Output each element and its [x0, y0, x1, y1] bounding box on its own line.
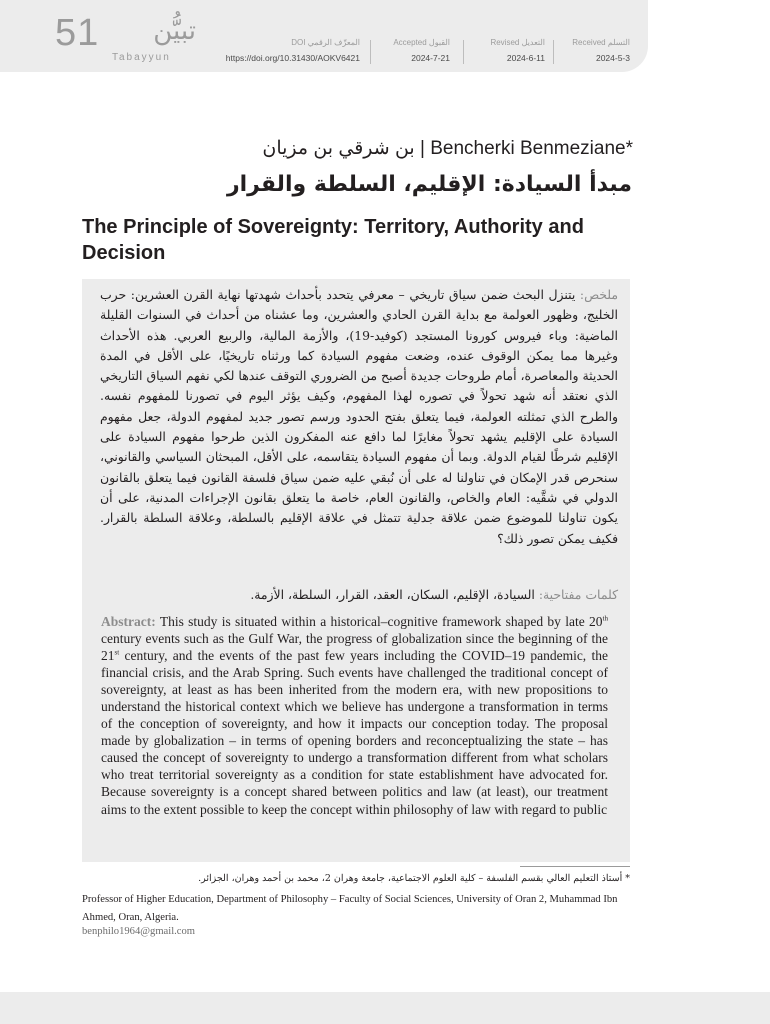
- abstract-arabic-label: ملخص:: [579, 287, 618, 302]
- meta-accepted: [380, 38, 450, 68]
- abstract-english-text-3: century, and the events of the past few years including the COVID–19 pandemic, the financial crisis, and the Arab Spring. Such events have challenged the traditional concept of sovereignty, at least as has been inherited from the modern era, with new propositions to understand the historical context which we believe has undergone a transformation in terms of the conception of sovereignty, and how it impacts our conception today. The proposal made by globalization – in terms of opening borders and reconceptualizing the state – has caused the concept of sovereignty to undergo a transformation different from what scholars who treat territorial sovereignty as a condition for state establishment have advocated for. Because sovereignty is a concept shared between politics and law (at least), our treatment aims to the extent possible to keep the concept within philosophy of law with regard to public: [101, 648, 608, 817]
- superscript-st: st: [114, 648, 120, 657]
- author-email[interactable]: benphilo1964@gmail.com: [82, 926, 196, 937]
- footnote-divider: [520, 866, 630, 867]
- journal-logo: [112, 18, 202, 66]
- meta-doi-link[interactable]: https://doi.org/10.31430/AOKV6421: [225, 53, 360, 63]
- abstract-english-text-2: century events such as the Gulf War, the progress of globalization since the beginning of the 21: [101, 631, 608, 664]
- footnote-english: Professor of Higher Education, Department of Philosophy – Faculty of Social Sciences, University of Oran 2, Muhammad Ibn Ahmed, Oran, Algeria.: [82, 894, 618, 923]
- keywords-label: كلمات مفتاحية:: [538, 587, 618, 602]
- abstract-english: [101, 613, 608, 818]
- meta-accepted-value: 2024-7-21: [411, 53, 450, 63]
- article-title-english: The Principle of Sovereignty: Territory, Authority and Decision: [82, 216, 584, 264]
- abstract-english-label: Abstract:: [101, 614, 156, 629]
- meta-received-value: 2024-5-3: [595, 53, 630, 63]
- abstract-arabic-text: يتنزل البحث ضمن سياق تاريخي – معرفي يتحدد بأحداث شهدتها نهاية القرن العشرين: حرب الخليج، وظهور العولمة مع بداية القرن الحادي والعشرين، وما عشناه من أحداث في السنوات القليلة الماضية: وباء فيروس كورونا المستجد (كوفيد-19)، والأزمة المالية، والربيع العربي. هذه الأحداث وغيرها مما يمكن الوقوف عنده، وضعت مفهوم السيادة كما ورثناه تاريخيًا، على الأقل في المدة الحديثة والمعاصرة، أمام طروحات جديدة أصبح من الضروري التوقف عندها لكي نفهم السياق التاريخي الذي نعتقد أنه شهد تحولاً في تصوره لهذا المفهوم، وكيف يؤثر اليوم في تصورنا للمفهوم نفسه. والطرح الذي تمثلته العولمة، فيما يتعلق بفتح الحدود ورسم تصور جديد لمفهوم الدولة، جعل مفهوم السيادة على الإقليم يشهد تحولاً مغايرًا لما دافع عنه المفكرون الذين طرحوا مفهوم السيادة على الإقليم شرطًا لقيام الدولة. وبما أن مفهوم السيادة يتقاسمه، على الأقل، المبحثان السياسي والقانوني، سنحرص قدر الإمكان في تناولنا له على أن نُبقي عليه ضمن سياق فلسفة القانون فيما يتعلق بالقانون الدولي في شقَّيه: العام والخاص، والقانون العام، خاصة ما يتعلق بقانون الإجراءات المدنية، على أن يكون تناولنا للموضوع ضمن علاقة جدلية تتمثل في علاقة الإقليم بالسلطة، وعلاقة السلطة بالقرار. فكيف يمكن تصور ذلك؟: [100, 287, 618, 546]
- meta-revised: [475, 38, 545, 68]
- meta-received: [560, 38, 630, 68]
- keywords-text: السيادة، الإقليم، السكان، العقد، القرار، السلطة، الأزمة.: [250, 587, 535, 602]
- keywords-arabic: [100, 587, 618, 602]
- footer-band: [0, 992, 770, 1024]
- article-title-arabic: مبدأ السيادة: الإقليم، السلطة والقرار: [226, 172, 632, 197]
- page-header: [0, 0, 770, 72]
- author-name: بن شرقي بن مزيان | Bencherki Benmeziane*: [262, 138, 633, 159]
- meta-revised-label: Revised التعديل: [490, 38, 545, 47]
- meta-doi: [222, 38, 360, 68]
- meta-doi-label: DOI المعرِّف الرقمي: [291, 38, 360, 47]
- logo-text-latin: Tabayyun: [112, 52, 171, 63]
- page-number: 51: [55, 12, 100, 54]
- meta-separator: [553, 40, 554, 64]
- superscript-th: th: [602, 614, 608, 623]
- abstract-arabic: [100, 285, 618, 549]
- meta-accepted-label: Accepted القبول: [393, 38, 450, 47]
- meta-separator: [370, 40, 371, 64]
- meta-separator: [463, 40, 464, 64]
- abstract-english-text-1: This study is situated within a historical–cognitive framework shaped by late 20: [159, 614, 603, 629]
- footnote-arabic: * أستاذ التعليم العالي بقسم الفلسفة – كلية العلوم الاجتماعية، جامعة وهران 2، محمد بن أحمد وهران، الجزائر.: [198, 873, 630, 884]
- meta-revised-value: 2024-6-11: [506, 53, 545, 63]
- meta-received-label: Received التسلم: [572, 38, 630, 47]
- logo-text-arabic: تبيُّن: [153, 16, 196, 46]
